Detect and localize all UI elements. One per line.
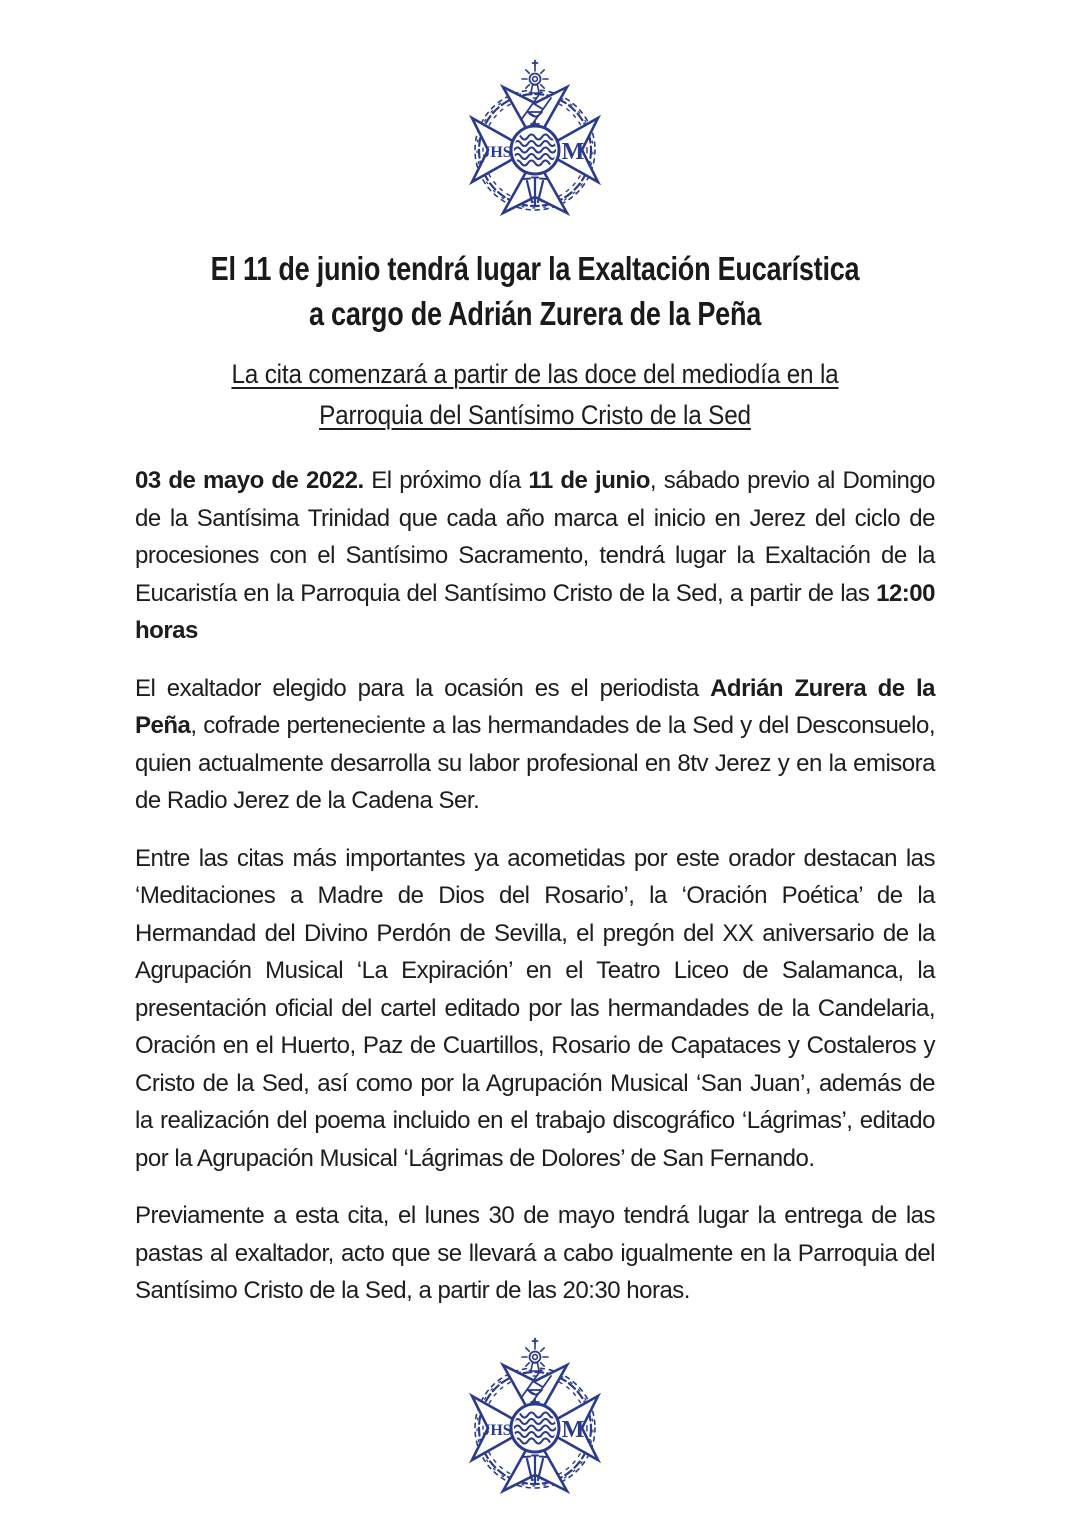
subtitle-line-2: Parroquia del Santísimo Cristo de la Sed	[319, 400, 751, 430]
paragraph-pastas-event	[135, 1197, 935, 1310]
date-segment: 03 de mayo de 2022.	[135, 467, 364, 494]
text-segment: , cofrade perteneciente a las hermandades de la Sed y del Desconsuelo, quien actualmente desarrolla su labor profesional en 8tv Jerez y en la emisora de Radio Jerez de la Cadena Ser.	[135, 712, 935, 814]
text-segment: Previamente a esta cita, el lunes 30 de mayo tendrá lugar la entrega de las pastas al exaltador, acto que se llevará a cabo igualmente en la Parroquia del Santísimo Cristo de la Sed, a partir de las 20:30 horas.	[135, 1202, 935, 1304]
text-segment: Entre las citas más importantes ya acometidas por este orador destacan las ‘Meditaciones a Madre de Dios del Rosario’, la ‘Oración Poética’ de la Hermandad del Divino Perdón de Sevilla, el pregón del XX aniversario de la Agrupación Musical ‘La Expiración’ en el Teatro Liceo de Salamanca, la presentación oficial del cartel editado por las hermandades de la Candelaria, Oración en el Huerto, Paz de Cuartillos, Rosario de Capataces y Costaleros y Cristo de la Sed, así como por la Agrupación Musical ‘San Juan’, además de la realización del poema incluido en el trabajo discográfico ‘Lágrimas’, editado por la Agrupación Musical ‘Lágrimas de Dolores’ de San Fernando.	[135, 844, 935, 1172]
brotherhood-emblem-logo-bottom	[465, 1336, 605, 1494]
paragraph-date-announcement	[135, 462, 935, 650]
article-body	[135, 462, 935, 1310]
text-segment: El próximo día	[363, 467, 529, 494]
title-line-2: a cargo de Adrián Zurera de la Peña	[308, 295, 762, 332]
paragraph-speaker	[135, 670, 935, 820]
event-date-segment: 11 de junio	[528, 467, 650, 494]
page-title	[96, 246, 973, 336]
speaker-name-segment: Adrián Zurera de la Peña	[135, 674, 935, 739]
subtitle-line-1: La cita comenzará a partir de las doce del mediodía en la	[231, 359, 839, 389]
text-segment: , sábado previo al Domingo de la Santísima Trinidad que cada año marca el inicio en Jerez del ciclo de procesiones con el Santísimo Sacramento, tendrá lugar la Exaltación de la Eucaristía en la Parroquia del Santísimo Cristo de la Sed, a partir de las	[135, 467, 936, 607]
brotherhood-emblem-logo-top	[465, 58, 605, 216]
title-line-1: El 11 de junio tendrá lugar la Exaltación Eucarística	[210, 250, 860, 287]
paragraph-previous-works	[135, 840, 935, 1178]
event-time-segment: 12:00 horas	[135, 579, 935, 644]
text-segment: El exaltador elegido para la ocasión es el periodista	[135, 674, 711, 702]
subtitle	[54, 354, 1017, 436]
